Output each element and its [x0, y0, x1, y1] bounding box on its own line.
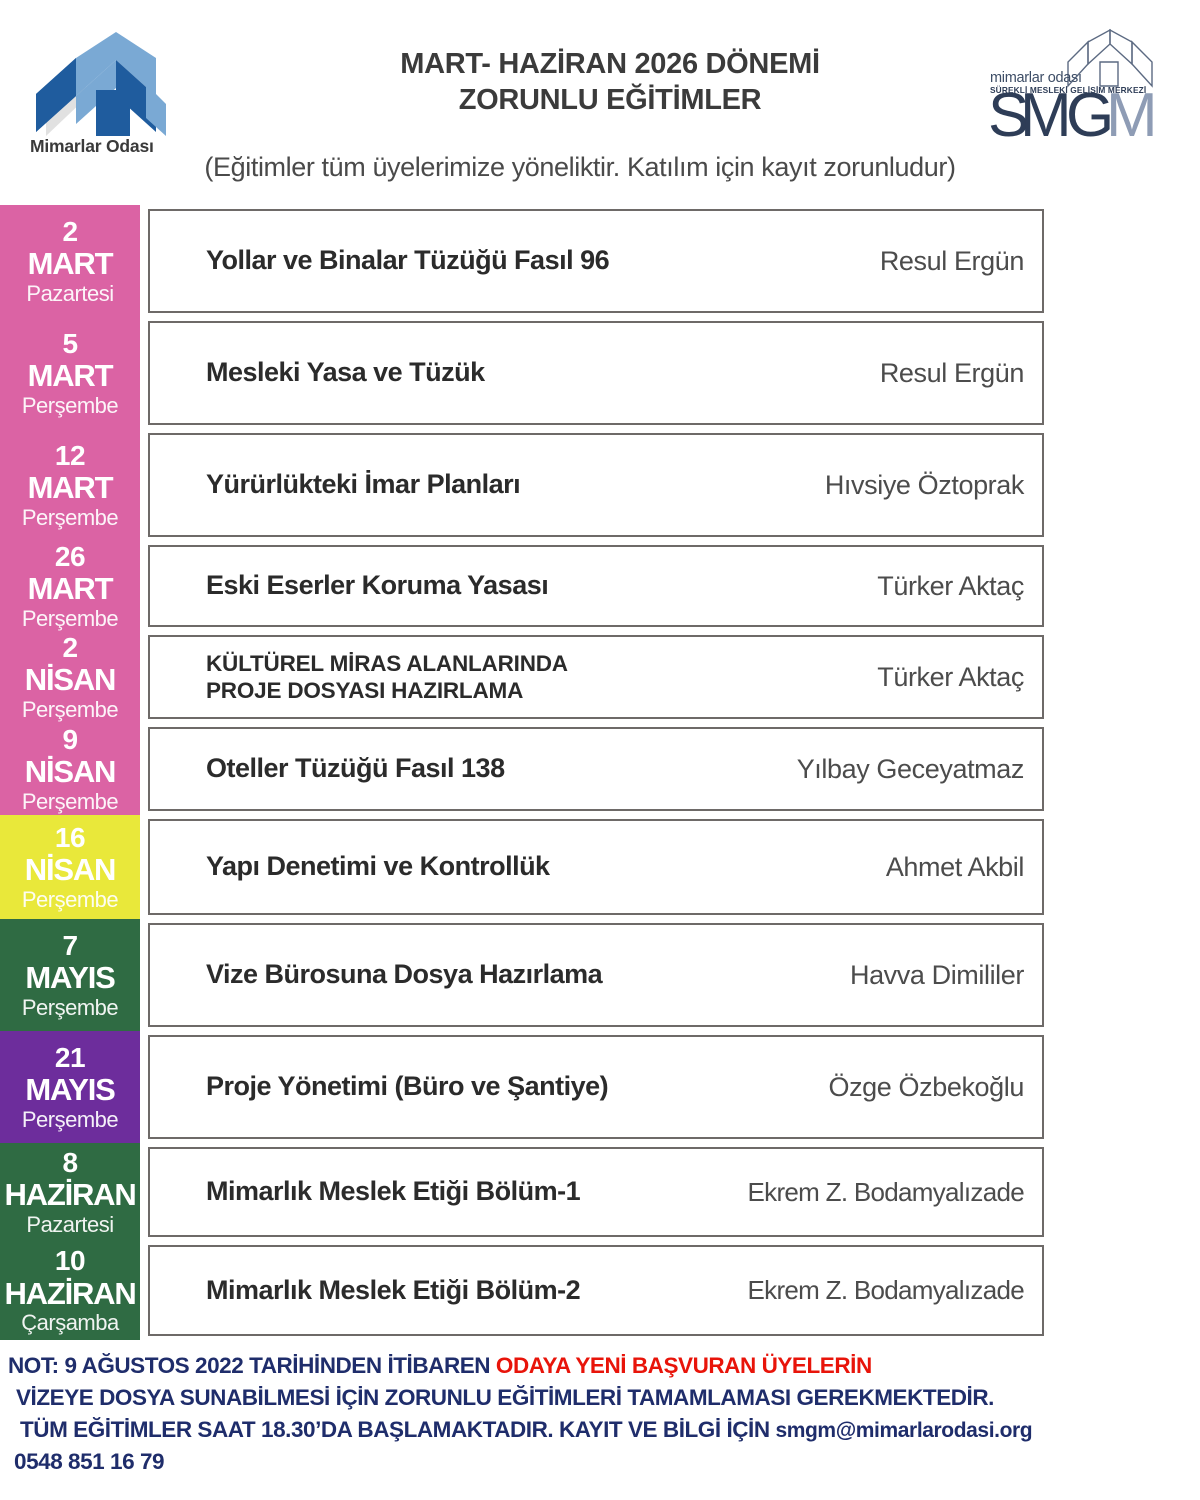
course-title: Yürürlükteki İmar Planları [206, 469, 521, 500]
svg-text:M: M [1106, 86, 1153, 148]
date-weekday: Pazartesi [26, 1211, 114, 1237]
date-cell [0, 631, 140, 723]
course-speaker: Yılbay Geceyatmaz [796, 753, 1024, 784]
date-cell [0, 815, 140, 919]
date-month: MAYIS [25, 960, 115, 996]
footer-note-line-1-highlight: ODAYA YENİ BAŞVURAN ÜYELERİN [495, 1353, 872, 1378]
date-day: 7 [62, 929, 78, 961]
course-title: Oteller Tüzüğü Fasıl 138 [206, 753, 505, 784]
footer-note [0, 1340, 1200, 1500]
date-weekday: Perşembe [21, 392, 119, 418]
course-row[interactable] [148, 433, 1044, 537]
course-title: Vize Bürosuna Dosya Hazırlama [206, 959, 603, 990]
date-month: MART [27, 571, 113, 607]
course-row[interactable] [148, 819, 1044, 915]
poster-subtitle: (Eğitimler tüm üyelerimize yöneliktir. Katılım için kayıt zorunludur) [204, 152, 956, 182]
course-title: Mesleki Yasa ve Tüzük [206, 357, 485, 388]
date-weekday: Perşembe [21, 1106, 119, 1132]
course-title: Proje Yönetimi (Büro ve Şantiye) [206, 1071, 609, 1102]
course-title: Mimarlık Meslek Etiği Bölüm-1 [206, 1176, 581, 1207]
mimarlar-odasi-logo-caption: Mimarlar Odası [30, 136, 154, 156]
course-speaker: Ahmet Akbil [885, 851, 1024, 882]
date-month: MAYIS [25, 1072, 115, 1108]
date-day: 26 [54, 540, 86, 572]
poster-title [300, 46, 920, 119]
date-column [0, 205, 140, 1340]
date-weekday: Perşembe [21, 886, 119, 912]
date-month: MART [27, 470, 113, 506]
date-weekday: Perşembe [21, 994, 119, 1020]
course-title-line-1: KÜLTÜREL MİRAS ALANLARINDA [206, 651, 568, 676]
svg-text:S: S [988, 86, 1026, 148]
date-weekday: Perşembe [21, 605, 119, 631]
course-row[interactable] [148, 209, 1044, 313]
course-row[interactable] [148, 1245, 1044, 1336]
date-weekday: Çarşamba [21, 1310, 119, 1336]
date-cell [0, 429, 140, 541]
schedule-grid [0, 205, 1200, 1340]
date-day: 21 [54, 1041, 86, 1073]
page-title-line-1: MART- HAZİRAN 2026 DÖNEMİ [400, 48, 820, 80]
date-day: 2 [62, 631, 78, 663]
footer-note-line-3 [8, 1414, 1192, 1446]
course-row[interactable] [148, 321, 1044, 425]
course-speaker: Ekrem Z. Bodamyalızade [747, 1275, 1024, 1305]
date-month: MART [27, 246, 113, 282]
course-column [148, 205, 1044, 1340]
smgm-logo [978, 28, 1168, 146]
course-title [150, 650, 790, 704]
footer-note-line-1 [8, 1350, 1192, 1382]
course-row[interactable] [148, 545, 1044, 627]
smgm-logo-line-1: mimarlar odası [990, 70, 1082, 86]
course-title: Yollar ve Binalar Tüzüğü Fasıl 96 [206, 245, 610, 276]
page-title-line-2: ZORUNLU EĞİTİMLER [458, 84, 762, 117]
date-day: 16 [54, 821, 86, 853]
svg-text:G: G [1066, 86, 1110, 148]
date-cell [0, 919, 140, 1031]
footer-note-email[interactable]: smgm@mimarlarodasi.org [775, 1418, 1033, 1442]
footer-note-line-1-a: NOT: 9 AĞUSTOS 2022 TARİHİNDEN İTİBAREN [8, 1353, 496, 1378]
course-row[interactable] [148, 1035, 1044, 1139]
course-title: Yapı Denetimi ve Kontrollük [206, 851, 550, 882]
mimarlar-odasi-logo [28, 32, 178, 157]
poster-header [0, 0, 1200, 205]
course-speaker: Resul Ergün [879, 357, 1024, 388]
footer-note-line-3-a: TÜM EĞİTİMLER SAAT 18.30’DA BAŞLAMAKTADIR. KAYIT VE BİLGİ İÇİN [20, 1416, 776, 1442]
date-cell [0, 1241, 140, 1340]
date-month: MART [27, 358, 113, 394]
date-weekday: Perşembe [21, 788, 119, 814]
date-day: 5 [62, 327, 78, 359]
course-row[interactable] [148, 635, 1044, 719]
course-title: Mimarlık Meslek Etiği Bölüm-2 [206, 1274, 581, 1305]
course-title: Eski Eserler Koruma Yasası [206, 570, 549, 601]
date-cell [0, 205, 140, 317]
date-day: 10 [54, 1245, 86, 1277]
date-cell [0, 723, 140, 815]
course-row[interactable] [148, 727, 1044, 811]
date-weekday: Perşembe [21, 696, 119, 722]
date-month: HAZİRAN [4, 1177, 136, 1213]
course-title-line-2: PROJE DOSYASI HAZIRLAMA [206, 678, 524, 703]
date-month: HAZİRAN [4, 1275, 136, 1311]
footer-note-phone: 0548 851 16 79 [14, 1448, 165, 1474]
date-cell [0, 541, 140, 631]
date-month: NİSAN [24, 852, 116, 888]
course-speaker: Ekrem Z. Bodamyalızade [747, 1176, 1024, 1207]
svg-text:M: M [1020, 86, 1066, 148]
date-weekday: Pazartesi [26, 280, 114, 306]
date-cell [0, 317, 140, 429]
date-cell [0, 1143, 140, 1241]
date-cell [0, 1031, 140, 1143]
course-speaker: Özge Özbekoğlu [828, 1071, 1024, 1102]
course-row[interactable] [148, 1147, 1044, 1237]
date-month: NİSAN [24, 662, 116, 698]
date-weekday: Perşembe [21, 504, 119, 530]
date-day: 2 [62, 215, 78, 247]
date-month: NİSAN [24, 754, 116, 790]
date-day: 8 [62, 1146, 78, 1178]
date-day: 9 [62, 723, 78, 755]
smgm-acronym-icon [988, 86, 1158, 148]
course-row[interactable] [148, 923, 1044, 1027]
course-speaker: Resul Ergün [879, 245, 1024, 276]
date-day: 12 [54, 439, 86, 471]
smgm-logo-line-2: SÜREKLİ MESLEKİ GELİŞİM MERKEZİ [990, 85, 1147, 95]
mimarlar-odasi-logo-icon [28, 32, 178, 142]
course-speaker: Türker Aktaç [877, 661, 1024, 692]
footer-note-line-2: VİZEYE DOSYA SUNABİLMESİ İÇİN ZORUNLU EĞİTİMLERİ TAMAMLAMASI GEREKMEKTEDİR. [16, 1384, 994, 1410]
course-speaker: Hıvsiye Öztoprak [824, 469, 1024, 500]
course-speaker: Türker Aktaç [877, 570, 1024, 601]
course-speaker: Havva Dimililer [849, 959, 1024, 990]
